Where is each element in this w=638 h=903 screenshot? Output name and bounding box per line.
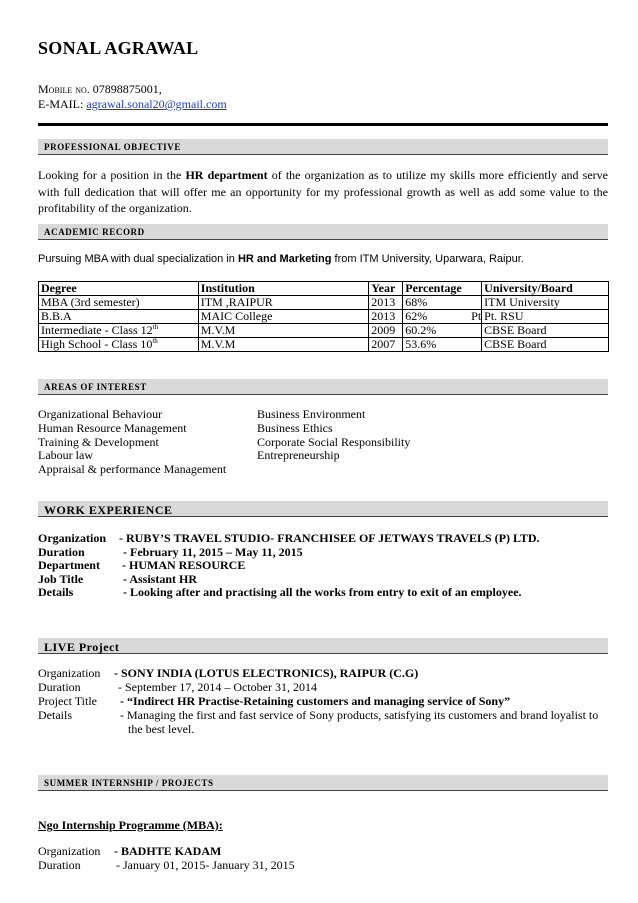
section-heading: LIVE Project	[44, 640, 120, 654]
cell-board: Pt. RSU	[482, 310, 609, 324]
section-areas-of-interest	[38, 379, 608, 395]
col-year: Year	[369, 282, 403, 296]
interest-item: Business Environment	[257, 407, 366, 421]
cell-board: CBSE Board	[482, 324, 609, 338]
col-degree: Degree	[39, 282, 199, 296]
section-heading: PROFESSIONAL OBJECTIVE	[44, 142, 181, 152]
mobile-value: 07898875001,	[92, 82, 162, 96]
interest-item: Training & Development	[38, 434, 159, 449]
interests-left-list	[38, 408, 226, 477]
email-label: E-MAIL:	[38, 97, 84, 111]
cell-institution: MAIC College	[198, 310, 368, 324]
cell-year: 2009	[369, 324, 403, 338]
col-percentage: Percentage	[403, 282, 482, 296]
interest-item: Labour law	[38, 448, 93, 463]
work-details: Organization - RUBY’S TRAVEL STUDIO- FRANCHISEE OF JETWAYS TRAVELS (P) LTD. Duration - February 11, 2015 – May 11, 2015 Department - HUMAN RESOURCE Job Title - Assistant HR Details - Looking after and practising all the works from entry to exit of an employee.	[38, 531, 540, 599]
cell-year: 2007	[369, 338, 403, 352]
interest-item: Business Ethics	[257, 420, 333, 435]
objective-text: Looking for a position in the HR department of the organization as to utilize my skills more efficiently and serve with full dedication that will offer me an opportunity for my professional growth as well as add some value to the profitability of the organization.	[38, 168, 608, 215]
email-link[interactable]: agrawal.sonal20@gmail.com	[86, 97, 227, 111]
col-institution: Institution	[198, 282, 368, 296]
stray-text: Pt	[471, 309, 482, 323]
section-heading: AREAS OF INTEREST	[44, 382, 147, 392]
cell-year: 2013	[369, 296, 403, 310]
interest-item: Organizational Behaviour	[38, 407, 163, 421]
interest-item: Corporate Social Responsibility	[257, 434, 411, 449]
table-header-row	[39, 282, 609, 296]
live-project-details: Organization - SONY INDIA (LOTUS ELECTRONICS), RAIPUR (C.G) Duration - September 17, 2014 – October 31, 2014 Project Title - “Indirect HR Practise-Retaining customers and managing service of Sony” Details - Managing the first and fast service of Sony products, satisfying its customers and brand loyalist to the best level.	[38, 666, 599, 736]
email-line	[38, 97, 227, 112]
interest-item: Entrepreneurship	[257, 448, 340, 463]
section-live-project	[38, 638, 608, 654]
live-row-details-cont: the best level.	[128, 722, 195, 736]
section-heading: ACADEMIC RECORD	[44, 227, 145, 237]
mobile-label: Mobile no.	[38, 82, 90, 96]
mobile-line	[38, 82, 227, 97]
cell-percentage: 62% Pt	[403, 310, 482, 324]
section-work-experience	[38, 501, 608, 517]
interests-right-list	[257, 408, 410, 463]
section-heading: WORK EXPERIENCE	[44, 503, 173, 517]
section-academic-record	[38, 224, 608, 240]
internship-details: Organization - BADHTE KADAM Duration - January 01, 2015- January 31, 2015	[38, 844, 295, 872]
cell-percentage: 60.2%	[403, 324, 482, 338]
table-row	[39, 296, 609, 310]
academic-table	[38, 281, 609, 352]
table-row	[39, 338, 609, 352]
cell-year: 2013	[369, 310, 403, 324]
cell-degree: Intermediate - Class 12th	[39, 324, 199, 338]
section-summer-internship	[38, 775, 608, 791]
cell-degree: B.B.A	[39, 310, 199, 324]
cell-board: ITM University	[482, 296, 609, 310]
cell-board: CBSE Board	[482, 338, 609, 352]
candidate-name: SONAL AGRAWAL	[38, 38, 199, 58]
cell-percentage: 53.6%	[403, 338, 482, 352]
internship-subheading: Ngo Internship Programme (MBA):	[38, 818, 223, 832]
cell-percentage: 68%	[403, 296, 482, 310]
section-professional-objective	[38, 139, 608, 155]
table-row	[39, 324, 609, 338]
cell-institution: M.V.M	[198, 324, 368, 338]
col-board: University/Board	[482, 282, 609, 296]
header-divider	[38, 123, 608, 126]
contact-block	[38, 82, 227, 112]
section-heading: SUMMER INTERNSHIP / PROJECTS	[44, 778, 214, 788]
interest-item: Appraisal & performance Management	[38, 462, 227, 477]
interest-item: Human Resource Management	[38, 420, 187, 435]
cell-degree: High School - Class 10th	[39, 338, 199, 352]
cell-institution: ITM ,RAIPUR	[198, 296, 368, 310]
table-row	[39, 310, 609, 324]
academic-intro: Pursuing MBA with dual specialization in HR and Marketing from ITM University, Uparwara, Raipur.	[38, 253, 524, 265]
cell-degree: MBA (3rd semester)	[39, 296, 199, 310]
cell-institution: M.V.M	[198, 338, 368, 352]
